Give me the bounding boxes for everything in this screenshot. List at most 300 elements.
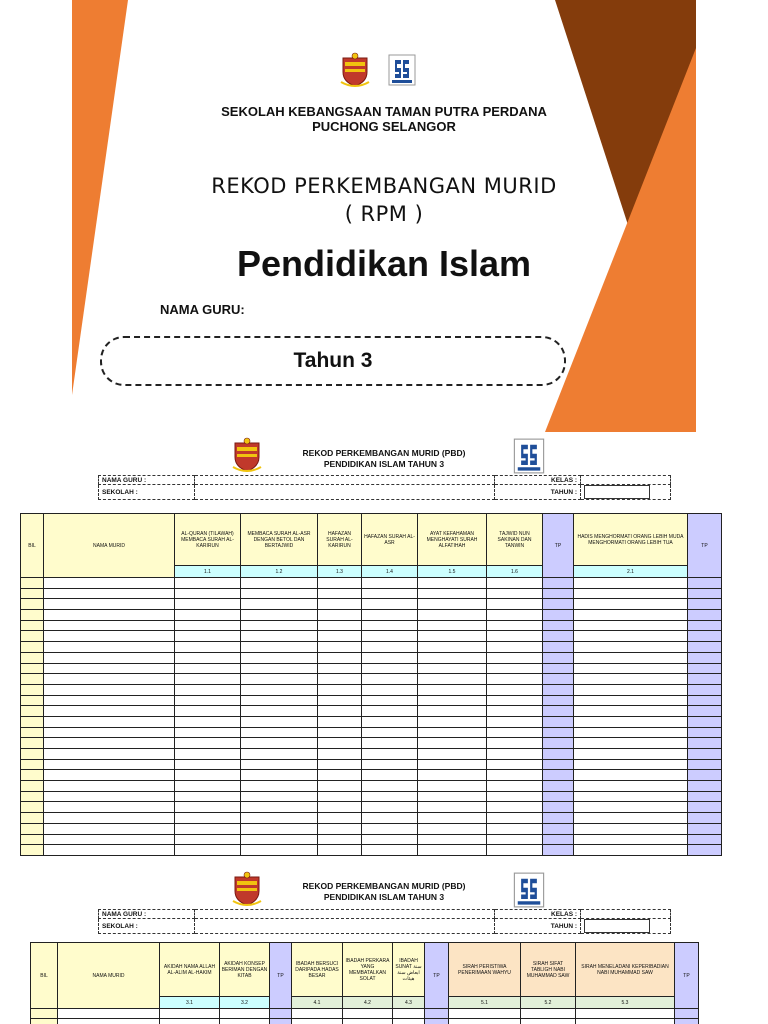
score-cell[interactable] (418, 684, 487, 695)
student-name-cell[interactable] (44, 781, 175, 792)
score-cell[interactable] (318, 578, 362, 589)
score-cell[interactable] (521, 1019, 576, 1024)
score-cell[interactable] (487, 674, 543, 685)
score-cell[interactable] (175, 834, 241, 845)
score-cell[interactable] (175, 791, 241, 802)
score-cell[interactable] (318, 620, 362, 631)
score-cell[interactable] (362, 695, 418, 706)
bil-cell[interactable] (21, 642, 44, 653)
student-name-cell[interactable] (44, 823, 175, 834)
score-cell[interactable] (688, 845, 722, 856)
score-cell[interactable] (675, 1019, 699, 1024)
score-cell[interactable] (576, 1009, 675, 1019)
score-cell[interactable] (418, 823, 487, 834)
score-cell[interactable] (362, 599, 418, 610)
bil-cell[interactable] (21, 749, 44, 760)
score-cell[interactable] (362, 770, 418, 781)
score-cell[interactable] (574, 663, 688, 674)
score-cell[interactable] (543, 578, 574, 589)
score-cell[interactable] (418, 845, 487, 856)
score-cell[interactable] (543, 727, 574, 738)
score-cell[interactable] (487, 706, 543, 717)
score-cell[interactable] (418, 652, 487, 663)
bil-cell[interactable] (21, 738, 44, 749)
score-cell[interactable] (318, 610, 362, 621)
score-cell[interactable] (487, 652, 543, 663)
score-cell[interactable] (543, 813, 574, 824)
score-cell[interactable] (543, 620, 574, 631)
score-cell[interactable] (220, 1009, 270, 1019)
student-name-cell[interactable] (44, 684, 175, 695)
score-cell[interactable] (449, 1019, 521, 1024)
score-cell[interactable] (487, 759, 543, 770)
score-cell[interactable] (418, 588, 487, 599)
score-cell[interactable] (487, 813, 543, 824)
bil-cell[interactable] (21, 652, 44, 663)
bil-cell[interactable] (21, 663, 44, 674)
score-cell[interactable] (175, 716, 241, 727)
score-cell[interactable] (688, 588, 722, 599)
score-cell[interactable] (543, 706, 574, 717)
score-cell[interactable] (362, 727, 418, 738)
score-cell[interactable] (418, 695, 487, 706)
score-cell[interactable] (270, 1009, 292, 1019)
bil-cell[interactable] (21, 791, 44, 802)
score-cell[interactable] (487, 578, 543, 589)
score-cell[interactable] (574, 834, 688, 845)
score-cell[interactable] (362, 716, 418, 727)
score-cell[interactable] (241, 749, 318, 760)
score-cell[interactable] (487, 770, 543, 781)
score-cell[interactable] (241, 759, 318, 770)
score-cell[interactable] (362, 738, 418, 749)
score-cell[interactable] (543, 663, 574, 674)
score-cell[interactable] (487, 738, 543, 749)
score-cell[interactable] (362, 588, 418, 599)
student-name-cell[interactable] (44, 749, 175, 760)
student-name-cell[interactable] (44, 727, 175, 738)
score-cell[interactable] (241, 727, 318, 738)
score-cell[interactable] (543, 749, 574, 760)
score-cell[interactable] (362, 684, 418, 695)
bil-cell[interactable] (21, 781, 44, 792)
score-cell[interactable] (175, 759, 241, 770)
score-cell[interactable] (688, 663, 722, 674)
score-cell[interactable] (418, 738, 487, 749)
score-cell[interactable] (574, 802, 688, 813)
bil-cell[interactable] (21, 716, 44, 727)
bil-cell[interactable] (21, 684, 44, 695)
score-cell[interactable] (543, 631, 574, 642)
score-cell[interactable] (318, 674, 362, 685)
student-name-cell[interactable] (44, 834, 175, 845)
student-name-cell[interactable] (44, 845, 175, 856)
score-cell[interactable] (418, 663, 487, 674)
score-cell[interactable] (576, 1019, 675, 1024)
score-cell[interactable] (318, 845, 362, 856)
score-cell[interactable] (175, 684, 241, 695)
score-cell[interactable] (574, 845, 688, 856)
score-cell[interactable] (318, 749, 362, 760)
score-cell[interactable] (418, 620, 487, 631)
score-cell[interactable] (241, 834, 318, 845)
score-cell[interactable] (543, 802, 574, 813)
score-cell[interactable] (543, 791, 574, 802)
score-cell[interactable] (241, 684, 318, 695)
score-cell[interactable] (543, 684, 574, 695)
score-cell[interactable] (241, 652, 318, 663)
score-cell[interactable] (241, 663, 318, 674)
score-cell[interactable] (487, 802, 543, 813)
bil-cell[interactable] (21, 674, 44, 685)
score-cell[interactable] (688, 802, 722, 813)
score-cell[interactable] (487, 599, 543, 610)
score-cell[interactable] (418, 749, 487, 760)
score-cell[interactable] (688, 599, 722, 610)
student-name-cell[interactable] (44, 813, 175, 824)
score-cell[interactable] (543, 845, 574, 856)
score-cell[interactable] (449, 1009, 521, 1019)
bil-cell[interactable] (21, 727, 44, 738)
score-cell[interactable] (487, 716, 543, 727)
score-cell[interactable] (418, 599, 487, 610)
score-cell[interactable] (241, 631, 318, 642)
score-cell[interactable] (318, 652, 362, 663)
score-cell[interactable] (574, 588, 688, 599)
score-cell[interactable] (175, 610, 241, 621)
score-cell[interactable] (318, 770, 362, 781)
score-cell[interactable] (175, 620, 241, 631)
score-cell[interactable] (241, 620, 318, 631)
score-cell[interactable] (318, 684, 362, 695)
score-cell[interactable] (574, 738, 688, 749)
score-cell[interactable] (318, 706, 362, 717)
class-field[interactable] (581, 910, 671, 919)
score-cell[interactable] (318, 727, 362, 738)
score-cell[interactable] (418, 642, 487, 653)
score-cell[interactable] (574, 706, 688, 717)
score-cell[interactable] (574, 695, 688, 706)
student-name-cell[interactable] (58, 1009, 160, 1019)
score-cell[interactable] (175, 727, 241, 738)
score-cell[interactable] (688, 578, 722, 589)
score-cell[interactable] (688, 716, 722, 727)
score-cell[interactable] (175, 631, 241, 642)
score-cell[interactable] (318, 834, 362, 845)
score-cell[interactable] (241, 674, 318, 685)
score-cell[interactable] (543, 588, 574, 599)
score-cell[interactable] (543, 652, 574, 663)
score-cell[interactable] (270, 1019, 292, 1024)
score-cell[interactable] (487, 610, 543, 621)
score-cell[interactable] (418, 610, 487, 621)
score-cell[interactable] (487, 845, 543, 856)
student-name-cell[interactable] (44, 652, 175, 663)
score-cell[interactable] (418, 727, 487, 738)
score-cell[interactable] (688, 834, 722, 845)
score-cell[interactable] (574, 642, 688, 653)
score-cell[interactable] (688, 727, 722, 738)
score-cell[interactable] (688, 652, 722, 663)
score-cell[interactable] (175, 588, 241, 599)
score-cell[interactable] (362, 642, 418, 653)
score-cell[interactable] (688, 674, 722, 685)
score-cell[interactable] (318, 642, 362, 653)
student-name-cell[interactable] (44, 642, 175, 653)
score-cell[interactable] (688, 791, 722, 802)
score-cell[interactable] (574, 813, 688, 824)
score-cell[interactable] (175, 749, 241, 760)
bil-cell[interactable] (31, 1019, 58, 1024)
score-cell[interactable] (175, 706, 241, 717)
score-cell[interactable] (393, 1019, 425, 1024)
bil-cell[interactable] (21, 599, 44, 610)
score-cell[interactable] (362, 759, 418, 770)
score-cell[interactable] (487, 749, 543, 760)
score-cell[interactable] (318, 738, 362, 749)
bil-cell[interactable] (21, 631, 44, 642)
score-cell[interactable] (160, 1009, 220, 1019)
score-cell[interactable] (241, 813, 318, 824)
score-cell[interactable] (418, 770, 487, 781)
score-cell[interactable] (292, 1009, 343, 1019)
score-cell[interactable] (574, 674, 688, 685)
score-cell[interactable] (362, 802, 418, 813)
score-cell[interactable] (362, 845, 418, 856)
bil-cell[interactable] (21, 610, 44, 621)
score-cell[interactable] (543, 674, 574, 685)
score-cell[interactable] (574, 759, 688, 770)
score-cell[interactable] (688, 759, 722, 770)
score-cell[interactable] (175, 813, 241, 824)
student-name-cell[interactable] (44, 706, 175, 717)
score-cell[interactable] (318, 823, 362, 834)
score-cell[interactable] (160, 1019, 220, 1024)
score-cell[interactable] (418, 759, 487, 770)
score-cell[interactable] (175, 652, 241, 663)
score-cell[interactable] (318, 759, 362, 770)
score-cell[interactable] (362, 706, 418, 717)
teacher-name-field[interactable] (195, 910, 495, 919)
score-cell[interactable] (543, 823, 574, 834)
score-cell[interactable] (574, 727, 688, 738)
score-cell[interactable] (521, 1009, 576, 1019)
score-cell[interactable] (362, 620, 418, 631)
bil-cell[interactable] (21, 695, 44, 706)
bil-cell[interactable] (21, 802, 44, 813)
year-field[interactable] (584, 919, 650, 933)
score-cell[interactable] (487, 695, 543, 706)
score-cell[interactable] (543, 642, 574, 653)
score-cell[interactable] (343, 1009, 393, 1019)
score-cell[interactable] (418, 716, 487, 727)
score-cell[interactable] (418, 813, 487, 824)
score-cell[interactable] (241, 695, 318, 706)
score-cell[interactable] (487, 620, 543, 631)
score-cell[interactable] (318, 695, 362, 706)
student-name-cell[interactable] (44, 791, 175, 802)
score-cell[interactable] (175, 845, 241, 856)
student-name-cell[interactable] (44, 770, 175, 781)
score-cell[interactable] (220, 1019, 270, 1024)
student-name-cell[interactable] (44, 738, 175, 749)
score-cell[interactable] (418, 631, 487, 642)
score-cell[interactable] (362, 631, 418, 642)
score-cell[interactable] (543, 738, 574, 749)
score-cell[interactable] (688, 610, 722, 621)
score-cell[interactable] (688, 642, 722, 653)
student-name-cell[interactable] (44, 802, 175, 813)
score-cell[interactable] (241, 642, 318, 653)
score-cell[interactable] (688, 781, 722, 792)
score-cell[interactable] (543, 716, 574, 727)
student-name-cell[interactable] (44, 578, 175, 589)
score-cell[interactable] (487, 588, 543, 599)
score-cell[interactable] (241, 791, 318, 802)
score-cell[interactable] (318, 802, 362, 813)
score-cell[interactable] (487, 791, 543, 802)
score-cell[interactable] (362, 652, 418, 663)
score-cell[interactable] (362, 781, 418, 792)
score-cell[interactable] (175, 578, 241, 589)
score-cell[interactable] (175, 738, 241, 749)
score-cell[interactable] (318, 631, 362, 642)
score-cell[interactable] (574, 791, 688, 802)
score-cell[interactable] (318, 588, 362, 599)
score-cell[interactable] (362, 749, 418, 760)
score-cell[interactable] (487, 834, 543, 845)
student-name-cell[interactable] (44, 674, 175, 685)
score-cell[interactable] (574, 823, 688, 834)
score-cell[interactable] (175, 695, 241, 706)
school-field[interactable] (195, 919, 495, 934)
score-cell[interactable] (487, 663, 543, 674)
score-cell[interactable] (318, 599, 362, 610)
score-cell[interactable] (362, 674, 418, 685)
score-cell[interactable] (543, 834, 574, 845)
score-cell[interactable] (175, 770, 241, 781)
bil-cell[interactable] (31, 1009, 58, 1019)
score-cell[interactable] (318, 813, 362, 824)
teacher-name-field[interactable] (195, 476, 495, 485)
score-cell[interactable] (418, 834, 487, 845)
student-name-cell[interactable] (44, 610, 175, 621)
score-cell[interactable] (574, 578, 688, 589)
score-cell[interactable] (292, 1019, 343, 1024)
score-cell[interactable] (318, 781, 362, 792)
score-cell[interactable] (362, 663, 418, 674)
score-cell[interactable] (688, 695, 722, 706)
score-cell[interactable] (418, 791, 487, 802)
score-cell[interactable] (241, 578, 318, 589)
score-cell[interactable] (688, 823, 722, 834)
score-cell[interactable] (318, 791, 362, 802)
score-cell[interactable] (362, 834, 418, 845)
score-cell[interactable] (362, 813, 418, 824)
score-cell[interactable] (543, 770, 574, 781)
score-cell[interactable] (425, 1019, 449, 1024)
score-cell[interactable] (318, 663, 362, 674)
score-cell[interactable] (487, 642, 543, 653)
bil-cell[interactable] (21, 834, 44, 845)
score-cell[interactable] (241, 781, 318, 792)
year-field[interactable] (584, 485, 650, 499)
score-cell[interactable] (393, 1009, 425, 1019)
score-cell[interactable] (241, 770, 318, 781)
score-cell[interactable] (241, 716, 318, 727)
score-cell[interactable] (362, 610, 418, 621)
score-cell[interactable] (688, 813, 722, 824)
score-cell[interactable] (688, 620, 722, 631)
score-cell[interactable] (175, 674, 241, 685)
bil-cell[interactable] (21, 823, 44, 834)
score-cell[interactable] (574, 684, 688, 695)
score-cell[interactable] (241, 802, 318, 813)
score-cell[interactable] (487, 727, 543, 738)
bil-cell[interactable] (21, 706, 44, 717)
score-cell[interactable] (688, 738, 722, 749)
score-cell[interactable] (425, 1009, 449, 1019)
score-cell[interactable] (362, 791, 418, 802)
score-cell[interactable] (574, 620, 688, 631)
score-cell[interactable] (574, 599, 688, 610)
score-cell[interactable] (487, 823, 543, 834)
score-cell[interactable] (543, 610, 574, 621)
score-cell[interactable] (574, 781, 688, 792)
score-cell[interactable] (241, 845, 318, 856)
score-cell[interactable] (175, 802, 241, 813)
score-cell[interactable] (543, 759, 574, 770)
score-cell[interactable] (175, 823, 241, 834)
score-cell[interactable] (574, 770, 688, 781)
student-name-cell[interactable] (44, 759, 175, 770)
score-cell[interactable] (241, 738, 318, 749)
student-name-cell[interactable] (44, 663, 175, 674)
score-cell[interactable] (241, 610, 318, 621)
score-cell[interactable] (175, 781, 241, 792)
score-cell[interactable] (175, 599, 241, 610)
score-cell[interactable] (362, 823, 418, 834)
score-cell[interactable] (543, 781, 574, 792)
bil-cell[interactable] (21, 770, 44, 781)
score-cell[interactable] (487, 684, 543, 695)
score-cell[interactable] (688, 706, 722, 717)
score-cell[interactable] (241, 706, 318, 717)
student-name-cell[interactable] (58, 1019, 160, 1024)
student-name-cell[interactable] (44, 588, 175, 599)
score-cell[interactable] (418, 706, 487, 717)
bil-cell[interactable] (21, 845, 44, 856)
score-cell[interactable] (487, 781, 543, 792)
student-name-cell[interactable] (44, 631, 175, 642)
score-cell[interactable] (675, 1009, 699, 1019)
score-cell[interactable] (241, 823, 318, 834)
score-cell[interactable] (688, 631, 722, 642)
score-cell[interactable] (175, 663, 241, 674)
score-cell[interactable] (487, 631, 543, 642)
score-cell[interactable] (688, 684, 722, 695)
score-cell[interactable] (574, 749, 688, 760)
bil-cell[interactable] (21, 588, 44, 599)
bil-cell[interactable] (21, 759, 44, 770)
score-cell[interactable] (688, 770, 722, 781)
score-cell[interactable] (574, 716, 688, 727)
score-cell[interactable] (241, 599, 318, 610)
score-cell[interactable] (688, 749, 722, 760)
score-cell[interactable] (418, 674, 487, 685)
score-cell[interactable] (418, 578, 487, 589)
student-name-cell[interactable] (44, 620, 175, 631)
